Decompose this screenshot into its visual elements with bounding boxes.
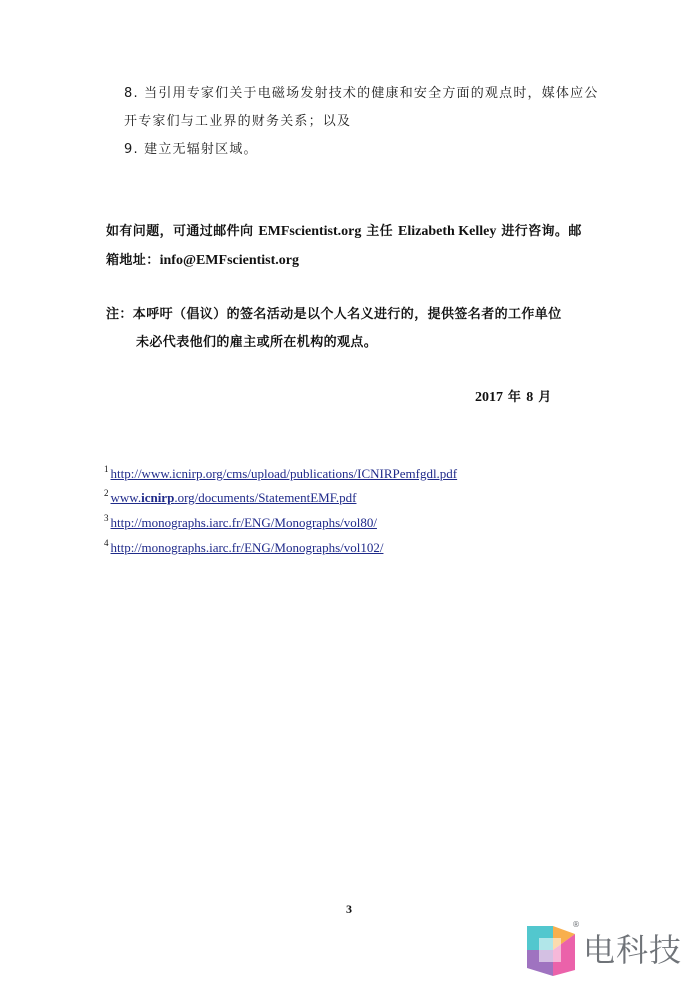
footnote-number: 2: [104, 488, 109, 498]
date-year: 2017: [475, 390, 503, 405]
footnote-1: [104, 464, 457, 482]
contact-person: Elizabeth Kelley: [398, 224, 497, 239]
footnote-link-part: www.: [110, 490, 142, 505]
note-line-1: 注：本呼吁（倡议）的签名活动是以个人名义进行的，提供签名者的工作单位: [106, 307, 562, 322]
date-year-char: 年: [503, 390, 527, 405]
date: [475, 386, 552, 406]
footnote-number: 4: [104, 538, 109, 548]
footnote-link-part: .org/documents/StatementEMF.pdf: [174, 490, 357, 505]
footnote-3: [104, 513, 377, 531]
footnote-link[interactable]: http://www.icnirp.org/cms/upload/publications/ICNIRPemfgdl.pdf: [110, 466, 458, 481]
contact-line-1: [106, 220, 582, 240]
footnote-link[interactable]: http://monographs.iarc.fr/ENG/Monographs/vol80/: [110, 515, 377, 530]
brand-logo-icon: [525, 920, 577, 978]
brand-name: 电科技: [583, 931, 683, 969]
footnote-4: [104, 538, 383, 556]
page-number: 3: [346, 902, 352, 916]
footnote-link-part: icnirp: [141, 490, 175, 505]
contact-text-e: 进行咨询。邮: [496, 224, 582, 239]
footnote-link[interactable]: http://monographs.iarc.fr/ENG/Monographs/vol102/: [110, 540, 384, 555]
contact-org: EMFscientist.org: [258, 224, 362, 239]
brand-registered-mark: ®: [572, 920, 580, 929]
footnote-2: [104, 488, 356, 506]
date-month-char: 月: [533, 390, 552, 405]
list-item-9: 9. 建立无辐射区域。: [124, 142, 258, 157]
footnote-link[interactable]: [111, 490, 357, 505]
footnote-number: 3: [104, 513, 109, 523]
note-line-2: 未必代表他们的雇主或所在机构的观点。: [136, 335, 378, 350]
contact-email: info@EMFscientist.org: [159, 253, 300, 268]
list-item-8-line-1: 8. 当引用专家们关于电磁场发射技术的健康和安全方面的观点时，媒体应公: [124, 86, 599, 101]
contact-line-2: [106, 249, 299, 269]
contact-text-a: 如有问题，可通过邮件向: [106, 224, 259, 239]
date-month: 8: [526, 390, 534, 405]
brand-watermark: [525, 920, 700, 980]
contact-text-c: 主任: [361, 224, 399, 239]
contact-email-label: 箱地址：: [106, 253, 160, 268]
footnote-number: 1: [104, 464, 109, 474]
list-item-8-line-2: 开专家们与工业界的财务关系；以及: [124, 114, 352, 129]
